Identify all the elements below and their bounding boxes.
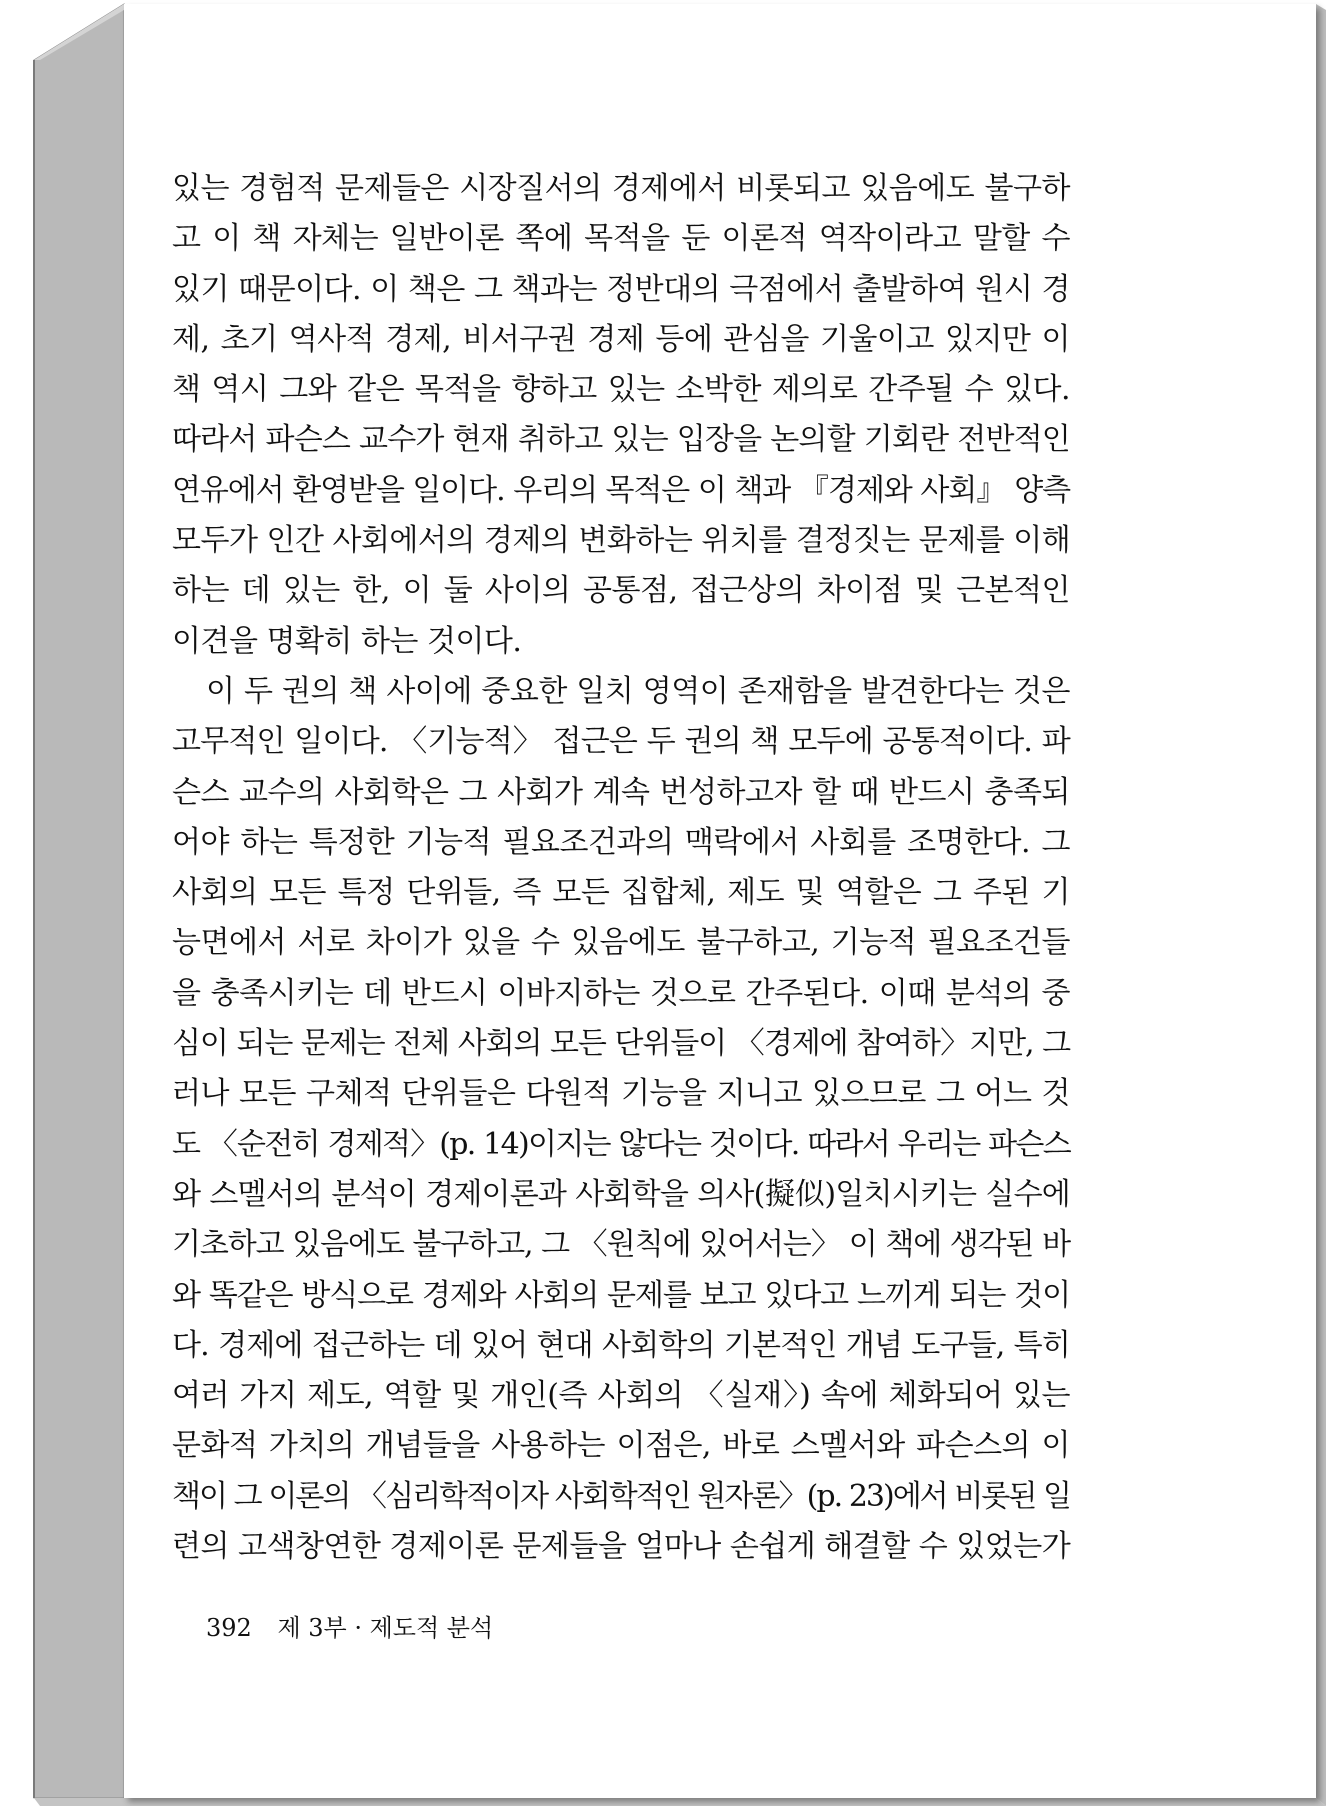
text-line: 련의 고색창연한 경제이론 문제들을 얼마나 손쉽게 해결할 수 있었는가 [172,1529,1071,1565]
text-line: 슨스 교수의 사회학은 그 사회가 계속 번성하고자 할 때 반드시 충족되 [172,774,1070,810]
text-line: 있기 때문이다. 이 책은 그 책과는 정반대의 극점에서 출발하여 원시 경 [172,271,1070,307]
text-line: 러나 모든 구체적 단위들은 다원적 기능을 지니고 있으므로 그 어느 것 [172,1076,1070,1112]
text-line: 을 충족시키는 데 반드시 이바지하는 것으로 간주된다. 이때 분석의 중 [172,975,1070,1011]
text-line: 이견을 명확히 하는 것이다. [172,623,522,659]
text-line: 심이 되는 문제는 전체 사회의 모든 단위들이 〈경제에 참여하〉지만, 그 [172,1026,1070,1062]
text-line: 모두가 인간 사회에서의 경제의 변화하는 위치를 결정짓는 문제를 이해 [172,523,1071,559]
book-right-edge [1316,4,1326,1806]
page-number: 392 [206,1614,252,1642]
text-line: 도 〈순전히 경제적〉(p. 14)이지는 않다는 것이다. 따라서 우리는 파슨스 [172,1126,1070,1162]
text-line: 다. 경제에 접근하는 데 있어 현대 사회학의 기본적인 개념 도구들, 특히 [172,1327,1070,1363]
text-line: 능면에서 서로 차이가 있을 수 있음에도 불구하고, 기능적 필요조건들 [172,925,1070,961]
paragraph-1 [172,164,1070,667]
text-line: 따라서 파슨스 교수가 현재 취하고 있는 입장을 논의할 기회란 전반적인 [172,422,1070,458]
text-line: 와 스멜서의 분석이 경제이론과 사회학을 의사(擬似)일치시키는 실수에 [172,1176,1070,1212]
text-line: 사회의 모든 특정 단위들, 즉 모든 집합체, 제도 및 역할은 그 주된 기 [172,875,1070,911]
text-line: 있는 경험적 문제들은 시장질서의 경제에서 비롯되고 있음에도 불구하 [172,171,1070,206]
text-line: 어야 하는 특정한 기능적 필요조건과의 맥락에서 사회를 조명한다. 그 [172,824,1070,860]
text-line: 문화적 가치의 개념들을 사용하는 이점은, 바로 스멜서와 파슨스의 이 [172,1428,1070,1464]
text-line: 연유에서 환영받을 일이다. 우리의 목적은 이 책과 『경제와 사회』 양측 [172,472,1070,508]
book-spine-side [34,4,124,1798]
paragraph-2 [172,667,1070,1572]
text-line: 제, 초기 역사적 경제, 비서구권 경제 등에 관심을 기울이고 있지만 이 [172,321,1070,357]
text-line: 책이 그 이론의 〈심리학적이자 사회학적인 원자론〉(p. 23)에서 비롯된 일 [172,1478,1070,1514]
text-line: 책 역시 그와 같은 목적을 향하고 있는 소박한 제의로 간주될 수 있다. [172,372,1070,408]
running-head: 제 3부 · 제도적 분석 [277,1614,494,1642]
text-line: 하는 데 있는 한, 이 둘 사이의 공통점, 접근상의 차이점 및 근본적인 [172,573,1070,609]
text-line: 고무적인 일이다. 〈기능적〉 접근은 두 권의 책 모두에 공통적이다. 파 [172,724,1070,760]
page-footer [206,1608,493,1643]
book-bottom-edge [34,1798,1326,1806]
text-line: 고 이 책 자체는 일반이론 쪽에 목적을 둔 이론적 역작이라고 말할 수 [172,221,1070,257]
text-line: 기초하고 있음에도 불구하고, 그 〈원칙에 있어서는〉 이 책에 생각된 바 [172,1227,1070,1263]
body-text [172,164,1070,1572]
text-line: 와 똑같은 방식으로 경제와 사회의 문제를 보고 있다고 느끼게 되는 것이 [172,1277,1070,1313]
text-line: 여러 가지 제도, 역할 및 개인(즉 사회의 〈실재〉) 속에 체화되어 있는 [172,1378,1070,1414]
text-line: 이 두 권의 책 사이에 중요한 일치 영역이 존재함을 발견한다는 것은 [206,673,1070,709]
